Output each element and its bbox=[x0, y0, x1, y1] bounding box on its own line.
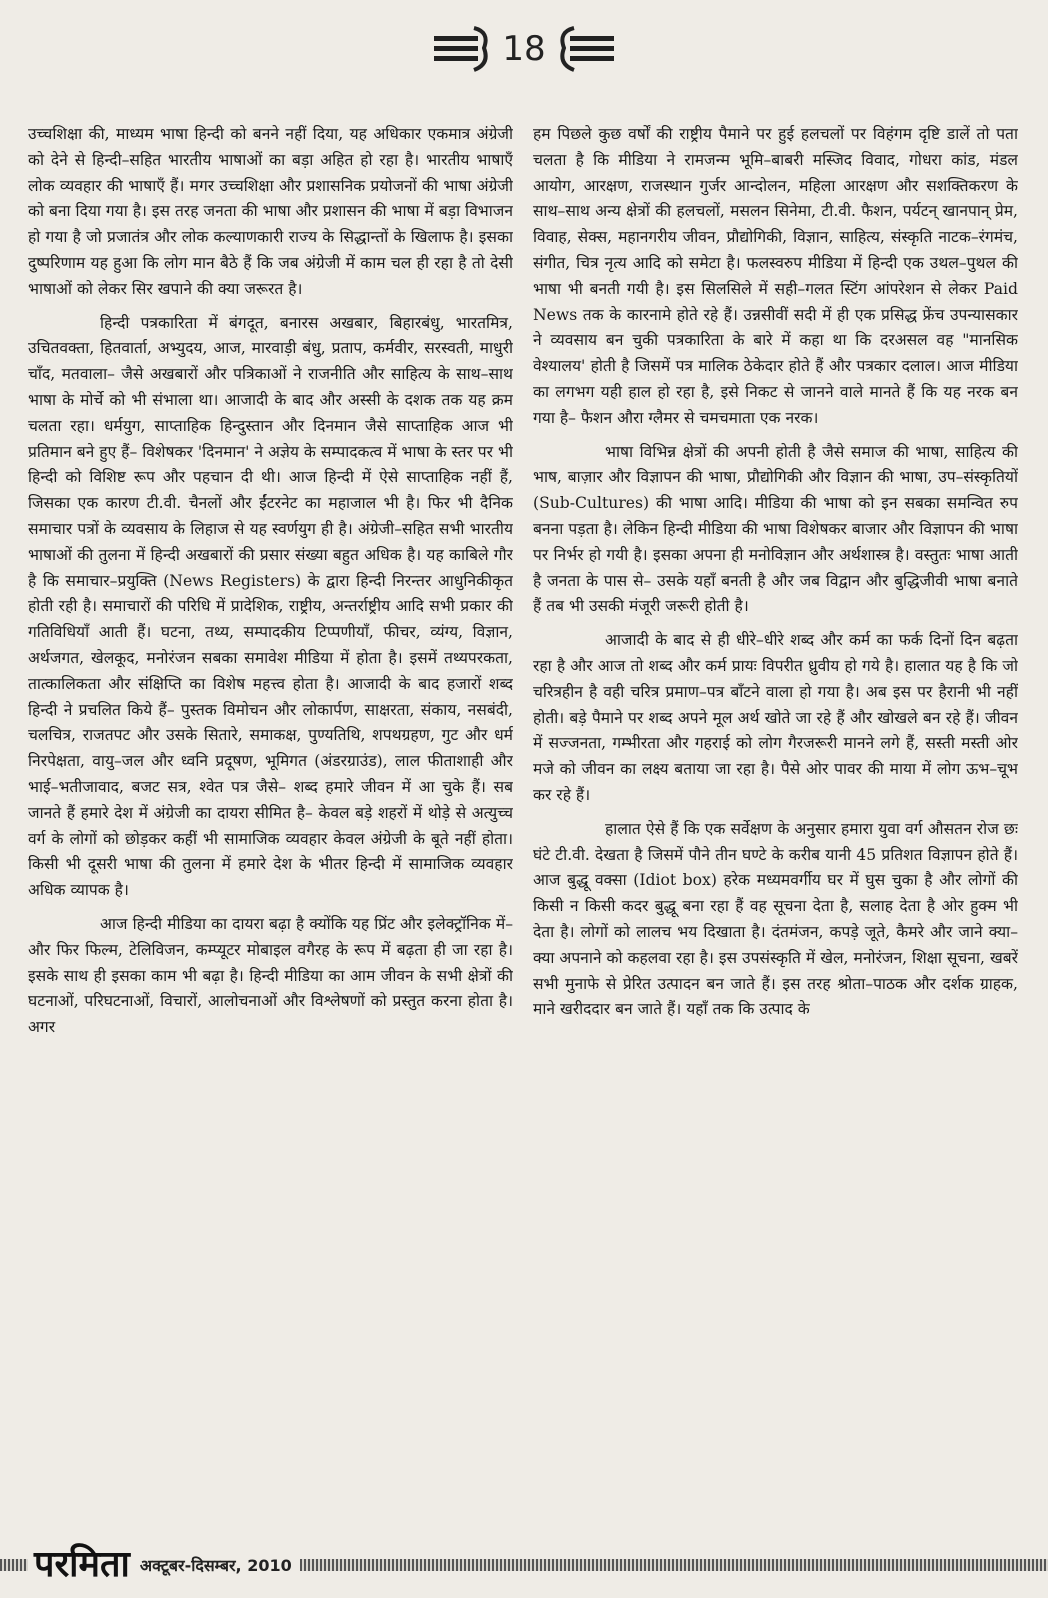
paragraph: हम पिछले कुछ वर्षों की राष्ट्रीय पैमाने पर हुई हलचलों पर विहंगम दृष्टि डालें तो पता चलता है कि मीडिया ने रामजन्म भूमि–बाबरी मस्जिद विवाद, गोधरा कांड, मंडल आयोग, आरक्षण, राजस्थान गुर्जर आन्दोलन, महिला आरक्षण और सशक्तिकरण के साथ–साथ अन्य क्षेत्रों की हलचलों, मसलन सिनेमा, टी.वी. फैशन, पर्यटन् खानपान् प्रेम, विवाह, सेक्स, महानगरीय जीवन, प्रौद्योगिकी, विज्ञान, साहित्य, संस्कृति नाटक–रंगमंच, संगीत, चित्र नृत्य आदि को समेटा है। फलस्वरुप मीडिया में हिन्दी एक उथल–पुथल की भाषा भी बनती गयी है। इस सिलसिले में सही–गलत स्टिंग आंपरेशन से लेकर Paid News तक के कारनामे होते रहे हैं। उन्नसीवीं सदी में ही एक प्रसिद्ध फ्रेंच उपन्यासकार ने व्यवसाय बन चुकी पत्रकारिता के बारे में कहा था कि दरअसल वह "मानसिक वेश्यालय' होती है जिसमें पत्र मालिक ठेकेदार होते हैं और पत्रकार दलाल। आज मीडिया का लगभग यही हाल हो रहा है, इसे निकट से जानने वाले मानते हैं कि यह नरक बन गया है– फैशन औरा ग्लैमर से चमचमाता एक नरक। bbox=[533, 125, 1018, 427]
page-footer bbox=[0, 1540, 1048, 1590]
issue-date: अक्टूबर-दिसम्बर, 2010 bbox=[139, 1556, 292, 1575]
paragraph: उच्चशिक्षा की, माध्यम भाषा हिन्दी को बनने नहीं दिया, यह अधिकार एकमात्र अंग्रेजी को देने से हिन्दी–सहित भारतीय भाषाओं का बड़ा अहित हो रहा है। भारतीय भाषाएँ लोक व्यवहार की भाषाएँ हैं। मगर उच्चशिक्षा और प्रशासनिक प्रयोजनों की भाषा अंग्रेजी को बना दिया गया है। इस तरह जनता की भाषा और प्रशासन की भाषा में बड़ा विभाजन हो गया है जो प्रजातंत्र और लोक कल्याणकारी राज्य के सिद्धान्तों के खिलाफ है। इसका दुष्परिणाम यह हुआ कि लोग मान बैठे हैं कि जब अंग्रेजी में काम चल ही रहा है तो देसी भाषाओं को लेकर सिर खपाने की क्या जरूरत है। bbox=[28, 125, 513, 298]
paragraph: हिन्दी पत्रकारिता में बंगदूत, बनारस अखबार, बिहारबंधु, भारतमित्र, उचितवक्ता, हितवार्ता, अभ्युदय, आज, मारवाड़ी बंधु, प्रताप, कर्मवीर, सरस्वती, माधुरी चाँद, मतवाला– जैसे अखबारों और पत्रिकाओं ने राजनीति और साहित्य के साथ–साथ भाषा के मोर्चे को भी संभाला था। आजादी के बाद और अस्सी के दशक तक यह क्रम चलता रहा। धर्मयुग, साप्ताहिक हिन्दुस्तान और दिनमान जैसे साप्ताहिक आज भी प्रतिमान बने हुए हैं– विशेषकर 'दिनमान' ने अज्ञेय के सम्पादकत्व में भाषा के स्तर पर भी हिन्दी को विशिष्ट रूप और पहचान दी थी। आज हिन्दी में ऐसे साप्ताहिक नहीं हैं, जिसका एक कारण टी.वी. चैनलों और ईंटरनेट का महाजाल भी है। फिर भी दैनिक समाचार पत्रों के व्यवसाय के लिहाज से यह स्वर्णयुग ही है। अंग्रेजी–सहित सभी भारतीय भाषाओं की तुलना में हिन्दी अखबारों की प्रसार संख्या बहुत अधिक है। यह काबिले गौर है कि समाचार–प्रयुक्ति (News Registers) के द्वारा हिन्दी निरन्तर आधुनिकीकृत होती रही है। समाचारों की परिधि में प्रादेशिक, राष्ट्रीय, अन्तर्राष्ट्रीय आदि सभी प्रकार की गतिविधियाँ आती हैं। घटना, तथ्य, सम्पादकीय टिप्पणीयाँ, फीचर, व्यंग्य, विज्ञान, अर्थजगत, खेलकूद, मनोरंजन सबका समावेश मीडिया में होता है। इसमें तथ्यपरकता, तात्कालिकता और संक्षिप्ति का विशेष महत्त्व होता है। आजादी के बाद हजारों शब्द हिन्दी ने प्रचलित किये हैं– पुस्तक विमोचन और लोकार्पण, साक्षरता, संकाय, नसबंदी, चलचित्र, राजतपट और उसके सितारे, समाकक्ष, पुण्यतिथि, शपथग्रहण, गुट और धर्म निरपेक्षता, वायु–जल और ध्वनि प्रदूषण, भूमिगत (अंडरग्राउंड), लाल फीताशाही और भाई–भतीजावाद, बजट सत्र, श्वेत पत्र जैसे– शब्द हमारे जीवन में आ चुके हैं। सब जानते हैं हमारे देश में अंग्रेजी का दायरा सीमित है– केवल बड़े शहरों में थोड़े से अत्युच्च वर्ग के लोगों को छोड़कर कहीं भी सामाजिक व्यवहार केवल अंग्रेजी के बूते नहीं होता। किसी भी दूसरी भाषा की तुलना में हमारे देश के भीतर हिन्दी में सामाजिक व्यवहार अधिक व्यापक है। bbox=[28, 313, 513, 900]
paragraph: भाषा विभिन्न क्षेत्रों की अपनी होती है जैसे समाज की भाषा, साहित्य की भाष, बाज़ार और विज्ञापन की भाषा, प्रौद्योगिकी और विज्ञान की भाषा, उप–संस्कृतियों (Sub-Cultures) की भाषा आदि। मीडिया की भाषा को इन सबका समन्वित रुप बनना पड़ता है। लेकिन हिन्दी मीडिया की भाषा विशेषकर बाजार और विज्ञापन की भाषा पर निर्भर हो गयी है। इसका अपना ही मनोविज्ञान और अर्थशास्त्र है। वस्तुतः भाषा आती है जनता के पास से– उसके यहाँ बनती है और जब विद्वान और बुद्धिजीवी भाषा बनाते हैं तब भी उसकी मंजूरी जरूरी होती है। bbox=[533, 442, 1018, 616]
paragraph: आजादी के बाद से ही धीरे–धीरे शब्द और कर्म का फर्क दिनों दिन बढ़ता रहा है और आज तो शब्द और कर्म प्रायः विपरीत ध्रुवीय हो गये है। हालात यह है कि जो चरित्रहीन है वही चरित्र प्रमाण–पत्र बाँटने वाला हो गया है। अब इस पर हैरानी भी नहीं होती। बड़े पैमाने पर शब्द अपने मूल अर्थ खोते जा रहे हैं और खोखले बन रहे हैं। जीवन में सज्जनता, गम्भीरता और गहराई को लोग गैरजरूरी मानने लगे हैं, सस्ती मस्ती ओर मजे को जीवन का लक्ष्य बताया जा रहा है। पैसे ओर पावर की माया में लोग ऊभ–चूभ कर रहे हैं। bbox=[533, 631, 1018, 804]
article-body bbox=[28, 122, 1018, 1512]
right-bracket-ornament-icon bbox=[556, 24, 614, 74]
right-column bbox=[533, 122, 1018, 1512]
paragraph: आज हिन्दी मीडिया का दायरा बढ़ा है क्योंकि यह प्रिंट और इलेक्ट्रॉनिक में– और फिर फिल्म, टेलिविजन, कम्प्यूटर मोबाइल वगैरह के रूप में बढ़ता ही जा रहा है। इसके साथ ही इसका काम भी बढ़ा है। हिन्दी मीडिया का आम जीवन के सभी क्षेत्रों की घटनाओं, परिघटनाओं, विचारों, आलोचनाओं और विश्लेषणों को प्रस्तुत करना होता है। अगर bbox=[28, 914, 513, 1037]
footer-rule-right bbox=[300, 1559, 1048, 1571]
left-column bbox=[28, 122, 513, 1512]
left-bracket-ornament-icon bbox=[434, 24, 492, 74]
footer-rule-left bbox=[0, 1559, 28, 1571]
page-number: 18 bbox=[502, 29, 546, 69]
page-number-ornament bbox=[434, 24, 613, 74]
magazine-name: परमिता bbox=[34, 1544, 130, 1585]
paragraph: हालात ऐसे हैं कि एक सर्वेक्षण के अनुसार हमारा युवा वर्ग औसतन रोज छः घंटे टी.वी. देखता है जिसमें पौने तीन घण्टे के करीब यानी 45 प्रतिशत विज्ञापन होते हैं। आज बुद्धू वक्सा (Idiot box) हरेक मध्यमवर्गीय घर में घुस चुका है और लोगों की किसी न किसी कदर बुद्धू बना रहा हैं वह सूचना देता है, सलाह देता है ओर हुक्म भी देता है। लोगों को लालच भय दिखाता है। दंतमंजन, कपड़े जूते, कैमरे और जाने क्या–क्या अपनाने को कहलवा रहा है। इस उपसंस्कृति में खेल, मनोरंजन, शिक्षा सूचना, खबरें सभी मुनाफे से प्रेरित उत्पादन बन जाते हैं। इस तरह श्रोता–पाठक और दर्शक ग्राहक, माने खरीददार बन जाते हैं। यहाँ तक कि उत्पाद के bbox=[533, 819, 1018, 1019]
page-header bbox=[0, 18, 1048, 80]
